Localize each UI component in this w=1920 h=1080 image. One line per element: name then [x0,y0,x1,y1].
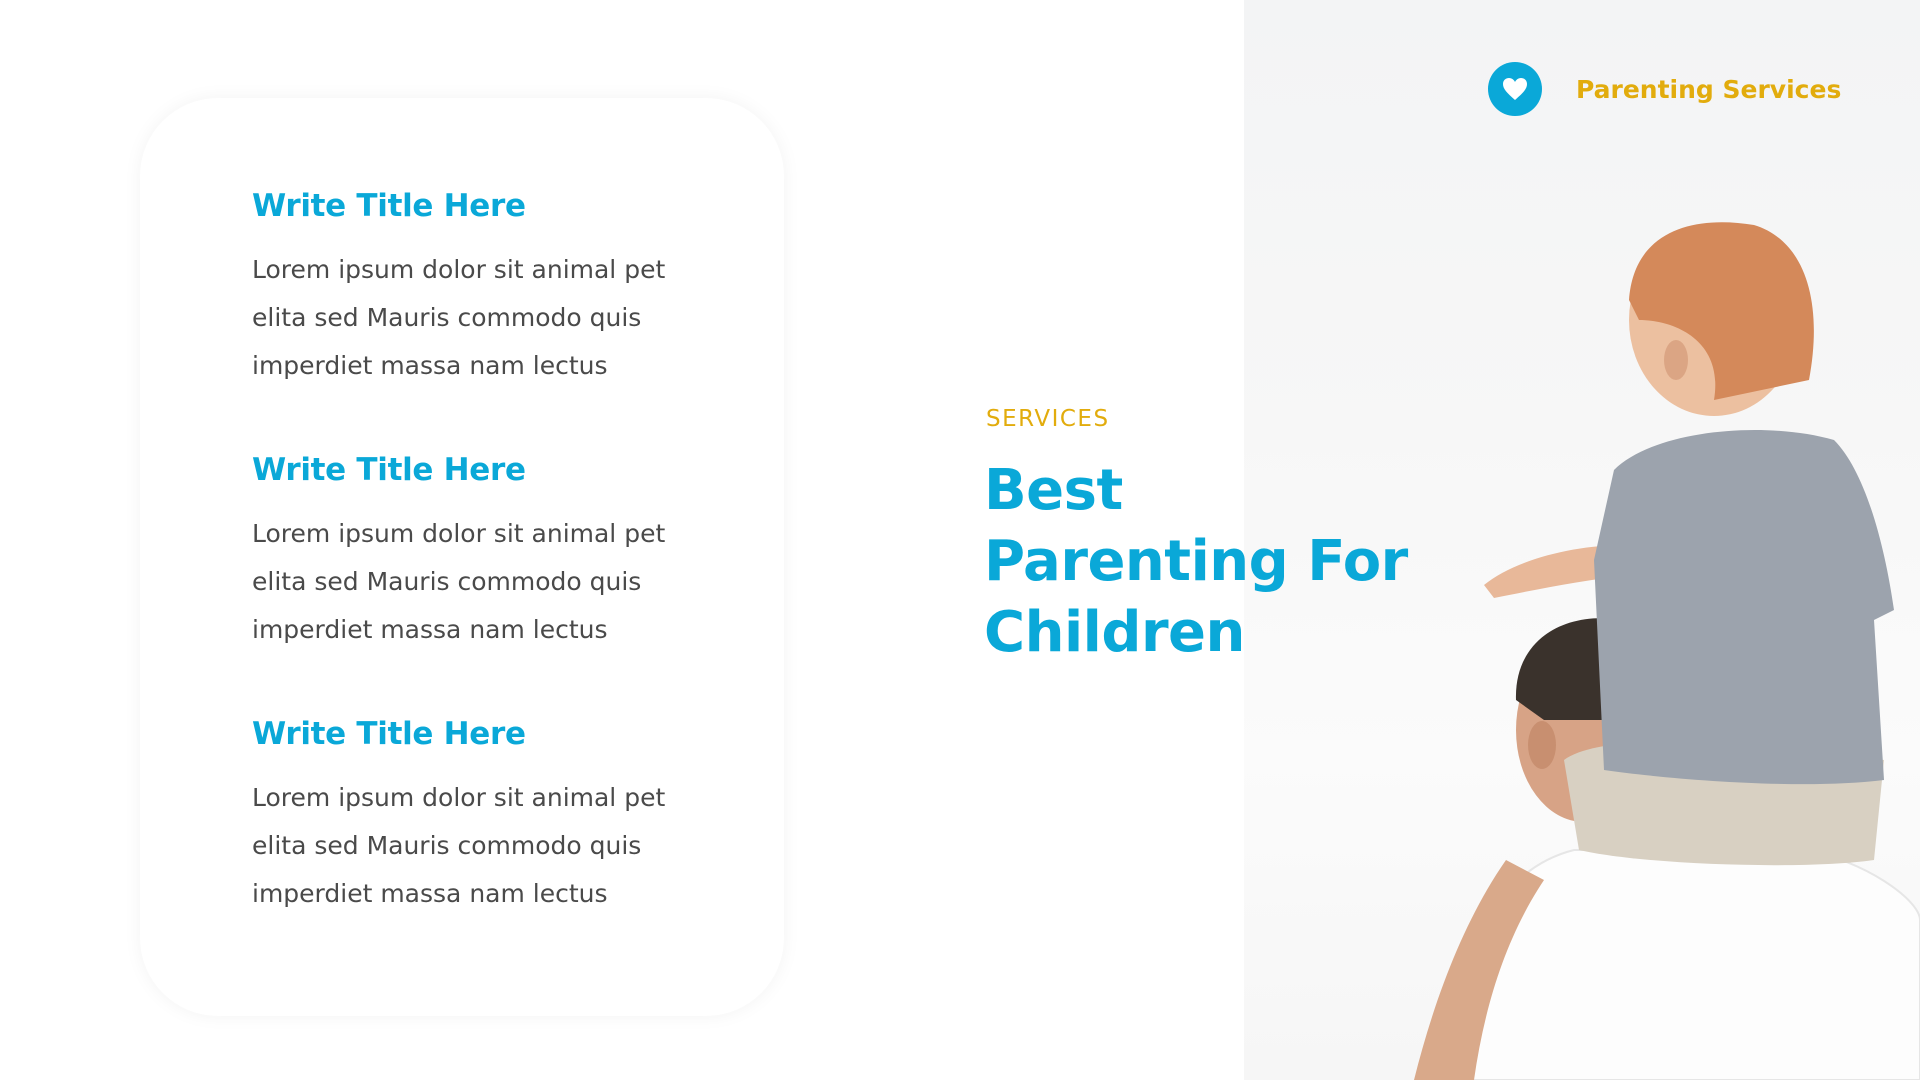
headline-line: Parenting For [984,529,1408,594]
heart-icon [1488,62,1542,116]
service-description: Lorem ipsum dolor sit animal pet elita sed Mauris commodo quis imperdiet massa nam lectus [252,783,666,908]
service-item [252,716,672,918]
services-card [140,98,784,1016]
page-title [984,455,1484,668]
service-item [252,188,672,390]
service-item [252,452,672,654]
brand-name: Parenting Services [1576,74,1842,104]
service-title: Write Title Here [252,716,526,752]
service-description: Lorem ipsum dolor sit animal pet elita sed Mauris commodo quis imperdiet massa nam lectus [252,519,666,644]
headline-line: Children [984,600,1245,665]
service-title: Write Title Here [252,452,526,488]
service-title: Write Title Here [252,188,526,224]
brand-logo [1488,62,1841,116]
section-kicker: SERVICES [986,406,1110,432]
service-description: Lorem ipsum dolor sit animal pet elita sed Mauris commodo quis imperdiet massa nam lectus [252,255,666,380]
headline-line: Best [984,458,1123,523]
